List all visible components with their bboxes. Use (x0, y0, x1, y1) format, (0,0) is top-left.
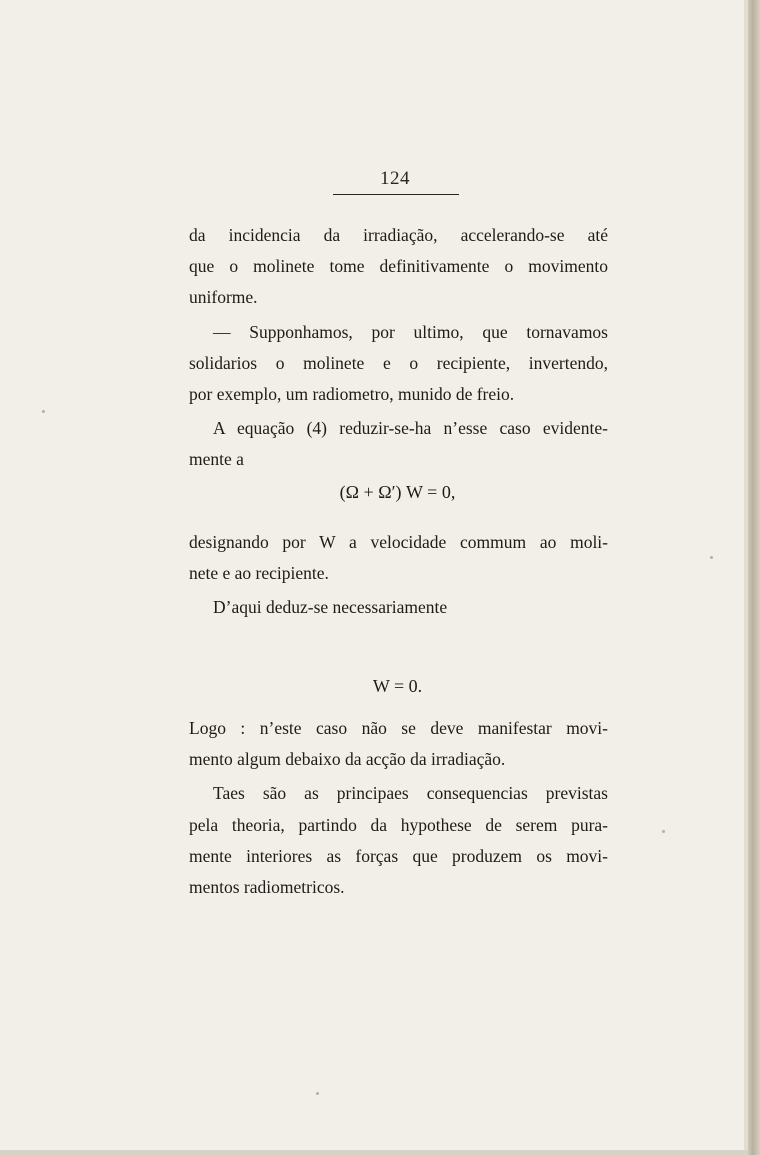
paper-blemish (316, 1092, 319, 1095)
text-line: que o molinete tome definitivamente o movimento (189, 256, 608, 277)
text-line: uniforme. (189, 287, 258, 308)
text-line: pela theoria, partindo da hypothese de serem pura- (189, 814, 608, 835)
text-line: mentos radiometricos. (189, 877, 345, 897)
text-line: A equação (4) reduzir-se-ha n’esse caso evidente- (213, 418, 608, 439)
text-line: D’aqui deduz-se necessariamente (213, 596, 448, 617)
text-line: mento algum debaixo da acção da irradiação. (189, 749, 506, 770)
paper-blemish (662, 830, 665, 833)
text-line: por exemplo, um radiometro, munido de freio. (189, 383, 515, 404)
equation-1: (Ω + Ω′) W = 0, (339, 482, 456, 502)
text-line: mente a (189, 449, 244, 470)
text-line: da incidencia da irradiação, accelerando-se até (189, 225, 608, 245)
equation-spacer (189, 623, 608, 713)
header-rule (333, 194, 459, 195)
paper-blemish (710, 556, 713, 559)
paper-blemish (42, 410, 45, 413)
body-text (189, 220, 608, 903)
text-line: mente interiores as forças que produzem os movi- (189, 845, 608, 866)
text-line: Taes são as principaes consequencias previstas (213, 783, 608, 804)
text-line: solidarios o molinete e o recipiente, invertendo, (189, 352, 608, 373)
text-line: nete e ao recipiente. (189, 562, 329, 583)
text-line: — Supponhamos, por ultimo, que tornavamos (213, 321, 608, 342)
text-line: designando por W a velocidade commum ao moli- (189, 531, 608, 552)
text-line: Logo : n’este caso não se deve manifestar movi- (189, 718, 608, 739)
equation-2: W = 0. (372, 676, 423, 696)
page-number: 124 (380, 168, 410, 189)
